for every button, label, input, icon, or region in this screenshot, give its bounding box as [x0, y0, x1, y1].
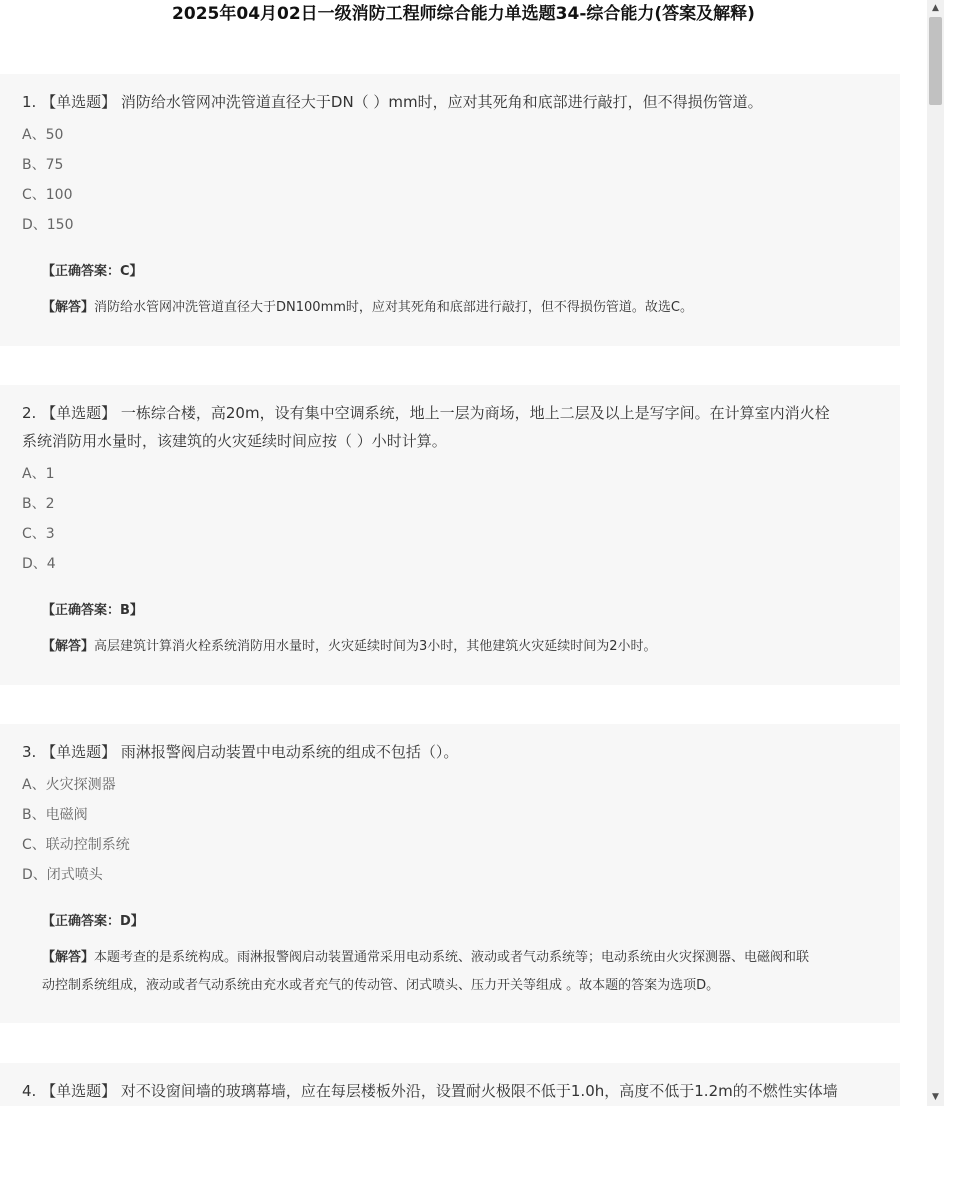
option-c[interactable]: C、联动控制系统	[22, 837, 130, 853]
question-text: 系统消防用水量时，该建筑的火灾延续时间应按（ ）小时计算。	[22, 432, 447, 450]
question-type: 【单选题】	[41, 404, 117, 422]
question-card-1	[0, 74, 900, 346]
question-stem: 1. 【单选题】 消防给水管网冲洗管道直径大于DN（ ）mm时，应对其死角和底部进行敲打，但不得损伤管道。	[22, 93, 763, 111]
page-title: 2025年04月02日一级消防工程师综合能力单选题34-综合能力(答案及解释)	[172, 4, 755, 24]
explanation-text: 消防给水管网冲洗管道直径大于DN100mm时，应对其死角和底部进行敲打，但不得损伤管道。故选C。	[94, 300, 693, 315]
question-number: 4	[22, 1082, 32, 1100]
option-a[interactable]: A、50	[22, 127, 64, 143]
question-number: 3	[22, 743, 32, 761]
vertical-scrollbar[interactable]	[927, 0, 944, 1106]
question-card-3	[0, 724, 900, 1023]
question-stem: 4. 【单选题】 对不设窗间墙的玻璃幕墙，应在每层楼板外沿，设置耐火极限不低于1.0h，高度不低于1.2m的不燃性实体墙	[22, 1082, 838, 1100]
explanation-text: 本题考查的是系统构成。雨淋报警阀启动装置通常采用电动系统、液动或者气动系统等；电动系统由火灾探测器、电磁阀和联	[94, 950, 810, 965]
question-card-2	[0, 385, 900, 685]
option-b[interactable]: B、电磁阀	[22, 807, 88, 823]
question-type: 【单选题】	[41, 743, 117, 761]
question-type: 【单选题】	[41, 1082, 117, 1100]
question-card-4	[0, 1063, 900, 1106]
option-c[interactable]: C、100	[22, 187, 73, 203]
question-text: 一栋综合楼，高20m，设有集中空调系统，地上一层为商场，地上二层及以上是写字间。在计算室内消火栓	[120, 404, 830, 422]
option-a[interactable]: A、1	[22, 466, 55, 482]
explanation	[42, 633, 878, 661]
question-stem: 2. 【单选题】 一栋综合楼，高20m，设有集中空调系统，地上一层为商场，地上二层及以上是写字间。在计算室内消火栓 系统消防用水量时，该建筑的火灾延续时间应按（ ）小时计算。	[22, 404, 830, 450]
option-b[interactable]: B、75	[22, 157, 64, 173]
option-d[interactable]: D、150	[22, 217, 74, 233]
question-text: 对不设窗间墙的玻璃幕墙，应在每层楼板外沿，设置耐火极限不低于1.0h，高度不低于1.2m的不燃性实体墙	[120, 1082, 838, 1100]
correct-answer: 【正确答案：C】	[42, 264, 143, 279]
explanation-label: 【解答】	[42, 950, 95, 965]
question-number: 1	[22, 93, 32, 111]
explanation	[42, 944, 878, 1000]
scroll-up-arrow-icon[interactable]: ▲	[932, 3, 939, 13]
option-d[interactable]: D、闭式喷头	[22, 867, 103, 883]
correct-answer: 【正确答案：B】	[42, 603, 143, 618]
option-a[interactable]: A、火灾探测器	[22, 777, 116, 793]
option-c[interactable]: C、3	[22, 526, 55, 542]
option-d[interactable]: D、4	[22, 556, 56, 572]
scroll-down-arrow-icon[interactable]: ▼	[932, 1092, 939, 1102]
explanation-label: 【解答】	[42, 300, 95, 315]
explanation-text: 动控制系统组成，液动或者气动系统由充水或者充气的传动管、闭式喷头、压力开关等组成 。故本题的答案为选项D。	[42, 978, 720, 993]
correct-answer: 【正确答案：D】	[42, 914, 144, 929]
explanation-text: 高层建筑计算消火栓系统消防用水量时，火灾延续时间为3小时，其他建筑火灾延续时间为2小时。	[94, 639, 657, 654]
question-text: 消防给水管网冲洗管道直径大于DN（ ）mm时，应对其死角和底部进行敲打，但不得损伤管道。	[120, 93, 763, 111]
question-text: 雨淋报警阀启动装置中电动系统的组成不包括（）。	[120, 743, 459, 761]
question-stem: 3. 【单选题】 雨淋报警阀启动装置中电动系统的组成不包括（）。	[22, 743, 459, 761]
explanation	[42, 294, 878, 322]
option-b[interactable]: B、2	[22, 496, 55, 512]
scroll-thumb[interactable]	[929, 17, 942, 105]
explanation-label: 【解答】	[42, 639, 95, 654]
question-number: 2	[22, 404, 32, 422]
question-type: 【单选题】	[41, 93, 117, 111]
